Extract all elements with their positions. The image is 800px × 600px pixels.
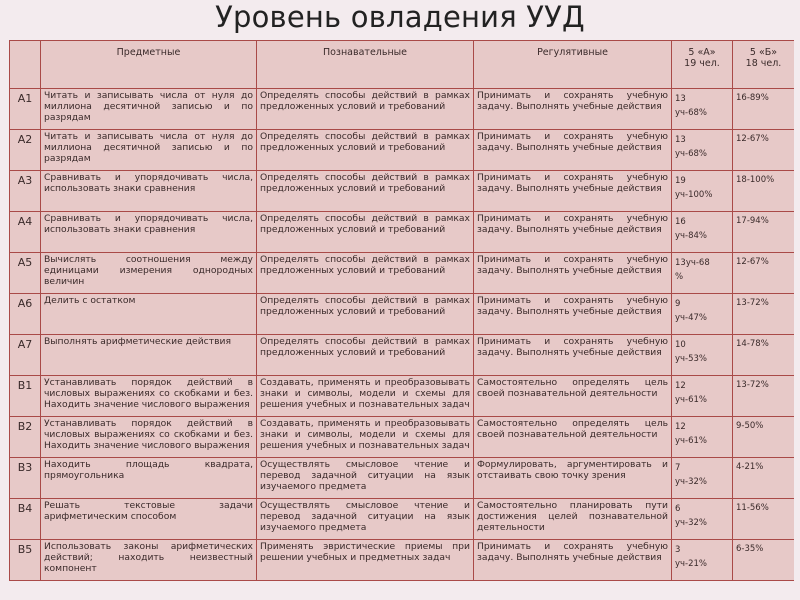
class-a-percent: уч-47% xyxy=(675,313,708,323)
subject-skill-cell: Делить с остатком xyxy=(41,294,257,335)
regulatory-skill-cell: Принимать и сохранять учебную задачу. Выполнять учебные действия xyxy=(474,130,672,171)
table-row xyxy=(10,130,795,171)
class-a-count: 12 xyxy=(675,381,686,391)
cognitive-skill-cell: Осуществлять смысловое чтение и перевод задачной ситуации на язык изучаемого предмета xyxy=(257,499,474,540)
table-row xyxy=(10,212,795,253)
class-a-percent: уч-21% xyxy=(675,559,708,569)
regulatory-skill-cell: Самостоятельно определять цель своей познавательной деятельности xyxy=(474,417,672,458)
class-a-count: 3 xyxy=(675,545,681,555)
header-class-b xyxy=(733,41,795,89)
class-a-result-cell xyxy=(672,130,733,171)
class-a-percent: уч-61% xyxy=(675,436,708,446)
class-a-result-cell xyxy=(672,294,733,335)
table-row xyxy=(10,253,795,294)
row-code: А1 xyxy=(10,89,41,130)
subject-skill-cell: Читать и записывать числа от нуля до миллиона десятичной записью и по разрядам xyxy=(41,89,257,130)
class-a-result-cell xyxy=(672,171,733,212)
row-code: А3 xyxy=(10,171,41,212)
class-a-result-cell xyxy=(672,540,733,581)
table-row xyxy=(10,89,795,130)
regulatory-skill-cell: Принимать и сохранять учебную задачу. Выполнять учебные действия xyxy=(474,171,672,212)
class-a-percent: уч-68% xyxy=(675,108,708,118)
header-class-b-count: 18 чел. xyxy=(745,58,782,69)
cognitive-skill-cell: Определять способы действий в рамках предложенных условий и требований xyxy=(257,212,474,253)
regulatory-skill-cell: Принимать и сохранять учебную задачу. Выполнять учебные действия xyxy=(474,253,672,294)
class-a-count: 10 xyxy=(675,340,686,350)
uud-table-wrapper xyxy=(9,40,794,600)
class-b-result-cell: 18-100% xyxy=(733,171,795,212)
class-a-result-cell xyxy=(672,417,733,458)
header-code xyxy=(10,41,41,89)
class-a-result-cell xyxy=(672,458,733,499)
subject-skill-cell: Устанавливать порядок действий в числовых выражениях со скобками и без. Находить значение числового выражения xyxy=(41,376,257,417)
class-a-result-cell xyxy=(672,376,733,417)
regulatory-skill-cell: Принимать и сохранять учебную задачу. Выполнять учебные действия xyxy=(474,335,672,376)
class-a-percent: уч-84% xyxy=(675,231,708,241)
class-a-percent: уч-53% xyxy=(675,354,708,364)
subject-skill-cell: Сравнивать и упорядочивать числа, использовать знаки сравнения xyxy=(41,212,257,253)
table-row xyxy=(10,294,795,335)
table-row xyxy=(10,417,795,458)
header-class-a-count: 19 чел. xyxy=(684,58,720,69)
table-row xyxy=(10,540,795,581)
class-a-result-cell xyxy=(672,89,733,130)
header-class-b-label: 5 «Б» xyxy=(749,47,778,58)
subject-skill-cell: Находить площадь квадрата, прямоугольника xyxy=(41,458,257,499)
row-code: А2 xyxy=(10,130,41,171)
class-a-percent: % xyxy=(675,272,684,282)
page-title: Уровень овладения УУД xyxy=(215,0,585,34)
subject-skill-cell: Читать и записывать числа от нуля до миллиона десятичной записью и по разрядам xyxy=(41,130,257,171)
class-a-count: 9 xyxy=(675,299,681,309)
row-code: А7 xyxy=(10,335,41,376)
class-b-result-cell: 4-21% xyxy=(733,458,795,499)
row-code: В3 xyxy=(10,458,41,499)
class-a-count: 12 xyxy=(675,422,686,432)
uud-table xyxy=(9,40,794,581)
class-a-count: 19 xyxy=(675,176,686,186)
class-a-result-cell xyxy=(672,335,733,376)
subject-skill-cell: Сравнивать и упорядочивать числа, использовать знаки сравнения xyxy=(41,171,257,212)
class-b-result-cell: 13-72% xyxy=(733,294,795,335)
cognitive-skill-cell: Определять способы действий в рамках предложенных условий и требований xyxy=(257,294,474,335)
regulatory-skill-cell: Формулировать, аргументировать и отстаивать свою точку зрения xyxy=(474,458,672,499)
class-b-result-cell: 11-56% xyxy=(733,499,795,540)
class-b-result-cell: 12-67% xyxy=(733,253,795,294)
table-row xyxy=(10,171,795,212)
subject-skill-cell: Выполнять арифметические действия xyxy=(41,335,257,376)
class-a-result-cell xyxy=(672,212,733,253)
class-b-result-cell: 6-35% xyxy=(733,540,795,581)
class-a-count: 13 xyxy=(675,94,686,104)
cognitive-skill-cell: Создавать, применять и преобразовывать знаки и символы, модели и схемы для решения учебных и познавательных задач xyxy=(257,376,474,417)
table-header-row xyxy=(10,41,795,89)
row-code: А6 xyxy=(10,294,41,335)
regulatory-skill-cell: Самостоятельно определять цель своей познавательной деятельности xyxy=(474,376,672,417)
header-class-a-label: 5 «А» xyxy=(688,47,716,58)
header-class-a xyxy=(672,41,733,89)
cognitive-skill-cell: Применять эвристические приемы при решении учебных и предметных задач xyxy=(257,540,474,581)
header-regulatory: Регулятивные xyxy=(474,41,672,89)
row-code: В1 xyxy=(10,376,41,417)
cognitive-skill-cell: Определять способы действий в рамках предложенных условий и требований xyxy=(257,130,474,171)
regulatory-skill-cell: Принимать и сохранять учебную задачу. Выполнять учебные действия xyxy=(474,212,672,253)
cognitive-skill-cell: Определять способы действий в рамках предложенных условий и требований xyxy=(257,253,474,294)
class-a-count: 13 xyxy=(675,135,686,145)
cognitive-skill-cell: Осуществлять смысловое чтение и перевод задачной ситуации на язык изучаемого предмета xyxy=(257,458,474,499)
class-a-percent: уч-100% xyxy=(675,190,713,200)
regulatory-skill-cell: Принимать и сохранять учебную задачу. Выполнять учебные действия xyxy=(474,540,672,581)
class-a-count: 13уч-68 xyxy=(675,258,710,268)
subject-skill-cell: Решать текстовые задачи арифметическим способом xyxy=(41,499,257,540)
table-row xyxy=(10,499,795,540)
cognitive-skill-cell: Создавать, применять и преобразовывать знаки и символы, модели и схемы для решения учебных и познавательных задач xyxy=(257,417,474,458)
class-b-result-cell: 16-89% xyxy=(733,89,795,130)
subject-skill-cell: Использовать законы арифметических действий; находить неизвестный компонент xyxy=(41,540,257,581)
cognitive-skill-cell: Определять способы действий в рамках предложенных условий и требований xyxy=(257,335,474,376)
table-row xyxy=(10,458,795,499)
row-code: А5 xyxy=(10,253,41,294)
class-a-count: 7 xyxy=(675,463,681,473)
regulatory-skill-cell: Принимать и сохранять учебную задачу. Выполнять учебные действия xyxy=(474,294,672,335)
subject-skill-cell: Устанавливать порядок действий в числовых выражениях со скобками и без. Находить значение числового выражения xyxy=(41,417,257,458)
class-a-percent: уч-68% xyxy=(675,149,708,159)
row-code: В4 xyxy=(10,499,41,540)
class-a-count: 6 xyxy=(675,504,681,514)
row-code: В2 xyxy=(10,417,41,458)
header-cognitive: Познавательные xyxy=(257,41,474,89)
subject-skill-cell: Вычислять соотношения между единицами измерения однородных величин xyxy=(41,253,257,294)
class-b-result-cell: 12-67% xyxy=(733,130,795,171)
header-subject: Предметные xyxy=(41,41,257,89)
table-row xyxy=(10,335,795,376)
cognitive-skill-cell: Определять способы действий в рамках предложенных условий и требований xyxy=(257,89,474,130)
class-b-result-cell: 17-94% xyxy=(733,212,795,253)
row-code: В5 xyxy=(10,540,41,581)
regulatory-skill-cell: Самостоятельно планировать пути достижения целей познавательной деятельности xyxy=(474,499,672,540)
class-b-result-cell: 13-72% xyxy=(733,376,795,417)
class-a-result-cell xyxy=(672,499,733,540)
class-a-result-cell xyxy=(672,253,733,294)
table-row xyxy=(10,376,795,417)
class-a-percent: уч-32% xyxy=(675,477,708,487)
class-a-percent: уч-61% xyxy=(675,395,708,405)
cognitive-skill-cell: Определять способы действий в рамках предложенных условий и требований xyxy=(257,171,474,212)
regulatory-skill-cell: Принимать и сохранять учебную задачу. Выполнять учебные действия xyxy=(474,89,672,130)
class-b-result-cell: 14-78% xyxy=(733,335,795,376)
class-a-count: 16 xyxy=(675,217,686,227)
class-b-result-cell: 9-50% xyxy=(733,417,795,458)
row-code: А4 xyxy=(10,212,41,253)
class-a-percent: уч-32% xyxy=(675,518,708,528)
